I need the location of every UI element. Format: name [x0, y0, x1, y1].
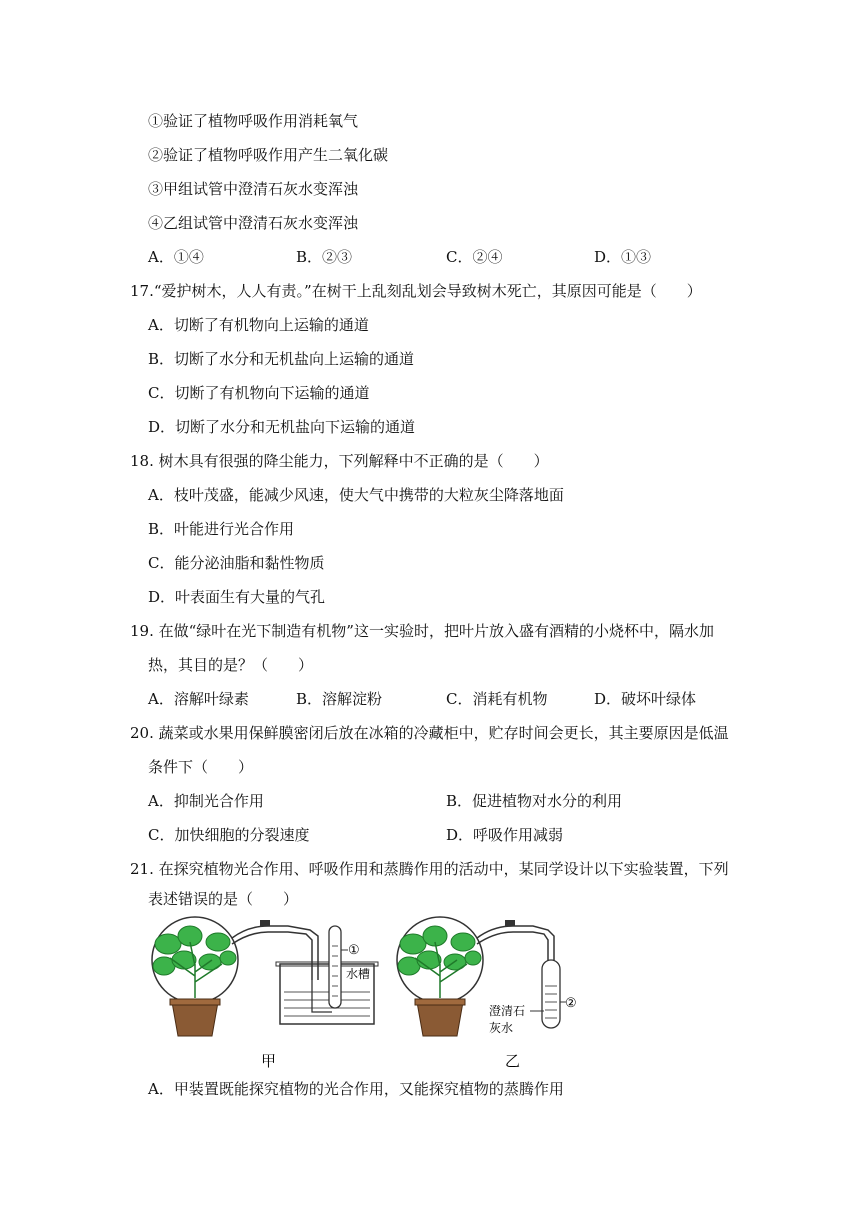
setup-jia: [152, 917, 378, 1036]
q20-option-d: D．呼吸作用减弱: [446, 826, 564, 844]
q19-option-b: B．溶解淀粉: [296, 690, 383, 708]
q17-option-d: D．切断了水分和无机盐向下运输的通道: [148, 418, 416, 436]
label-yi: 乙: [505, 1052, 521, 1070]
q18-option-a: A．枝叶茂盛，能减少风速，使大气中携带的大粒灰尘降落地面: [148, 486, 564, 504]
q19-stem-line1: 19. 在做“绿叶在光下制造有机物”这一实验时，把叶片放入盛有酒精的小烧杯中，隔水加: [130, 622, 714, 640]
prev-option-b: B．②③: [296, 248, 353, 266]
label-limewater-2: 灰水: [489, 1021, 514, 1035]
label-water-tank: 水槽: [346, 967, 371, 981]
prev-item-1: ①验证了植物呼吸作用消耗氧气: [148, 112, 359, 130]
q18-option-b: B．叶能进行光合作用: [148, 520, 295, 538]
q18-option-d: D．叶表面生有大量的气孔: [148, 588, 326, 606]
q17-option-c: C．切断了有机物向下运输的通道: [148, 384, 370, 402]
marker-1: ①: [348, 943, 360, 958]
q17-stem: 17.“爱护树木，人人有责。”在树干上乱刻乱划会导致树木死亡，其原因可能是（ ）: [130, 282, 702, 300]
pot-jia: [172, 1002, 218, 1036]
q20-option-c: C．加快细胞的分裂速度: [148, 826, 310, 844]
label-limewater-1: 澄清石: [489, 1004, 526, 1018]
q20-option-a: A．抑制光合作用: [148, 792, 264, 810]
q20-option-b: B．促进植物对水分的利用: [446, 792, 623, 810]
q19-option-d: D．破坏叶绿体: [594, 690, 697, 708]
prev-option-d: D．①③: [594, 248, 652, 266]
prev-item-2: ②验证了植物呼吸作用产生二氧化碳: [148, 146, 389, 164]
prev-item-4: ④乙组试管中澄清石灰水变浑浊: [148, 214, 359, 232]
q18-option-c: C．能分泌油脂和黏性物质: [148, 554, 325, 572]
q19-option-c: C．消耗有机物: [446, 690, 548, 708]
q19-stem-line2: 热，其目的是？（ ）: [148, 656, 314, 674]
pot-yi: [417, 1002, 463, 1036]
marker-2: ②: [565, 996, 577, 1011]
q19-option-a: A．溶解叶绿素: [148, 690, 249, 708]
q17-option-b: B．切断了水分和无机盐向上运输的通道: [148, 350, 415, 368]
prev-item-3: ③甲组试管中澄清石灰水变浑浊: [148, 180, 359, 198]
setup-yi: [397, 917, 566, 1036]
experiment-figure: [148, 916, 588, 1076]
prev-option-c: C．②④: [446, 248, 503, 266]
q20-stem-line1: 20. 蔬菜或水果用保鲜膜密闭后放在冰箱的冷藏柜中，贮存时间会更长，其主要原因是低温: [130, 724, 729, 742]
q21-option-a: A．甲装置既能探究植物的光合作用，又能探究植物的蒸腾作用: [148, 1080, 564, 1098]
q21-stem-line2: 表述错误的是（ ）: [148, 890, 299, 908]
q20-stem-line2: 条件下（ ）: [148, 758, 254, 776]
q17-option-a: A．切断了有机物向上运输的通道: [148, 316, 369, 334]
label-jia: 甲: [261, 1052, 277, 1070]
q18-stem: 18. 树木具有很强的降尘能力，下列解释中不正确的是（ ）: [130, 452, 549, 470]
q21-stem-line1: 21. 在探究植物光合作用、呼吸作用和蒸腾作用的活动中，某同学设计以下实验装置，下列: [130, 860, 729, 878]
prev-option-a: A．①④: [148, 248, 204, 266]
